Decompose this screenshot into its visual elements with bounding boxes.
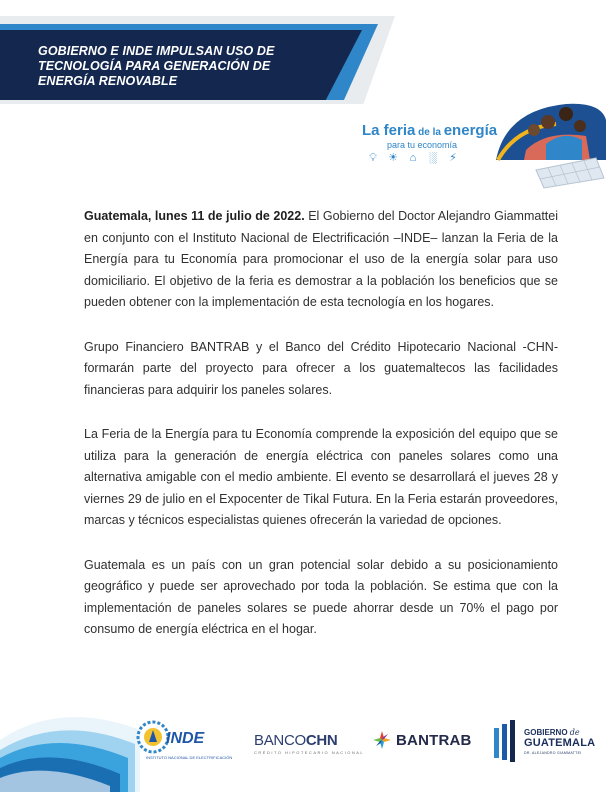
footer-wave-decoration xyxy=(0,700,140,792)
feria-icon-row xyxy=(366,152,460,164)
feria-subtitle: para tu economía xyxy=(387,140,458,150)
article-body xyxy=(84,206,558,664)
inde-emblem-icon xyxy=(136,720,170,754)
title-line-3: ENERGÍA RENOVABLE xyxy=(38,74,178,88)
factory-icon: ░ xyxy=(429,152,437,164)
sun-icon: ☀︎ xyxy=(388,152,398,164)
chn-word-banco: BANCO xyxy=(254,732,306,749)
feria-energia-logo xyxy=(358,100,608,190)
feria-word-3: energía xyxy=(443,122,498,139)
gobierno-word: GOBIERNO xyxy=(524,728,570,737)
gobierno-guatemala-logo xyxy=(494,720,594,762)
inde-logo xyxy=(136,720,233,762)
gobierno-line-3: DR. ALEJANDRO GIAMMATTEI xyxy=(524,751,582,755)
bulb-icon: 💡︎ xyxy=(369,152,377,164)
gobierno-de: de xyxy=(569,728,580,737)
feria-word-1: La feria xyxy=(362,122,416,139)
gobierno-line-1 xyxy=(524,728,580,737)
title-line-1: GOBIERNO E INDE IMPULSAN USO DE xyxy=(38,44,275,58)
bantrab-wordmark: BANTRAB xyxy=(396,731,472,749)
chn-wordmark xyxy=(254,732,364,749)
plug-icon: ⚡︎ xyxy=(449,152,457,164)
inde-wordmark: INDE xyxy=(166,730,205,747)
banco-chn-logo xyxy=(254,732,364,755)
paragraph-4: Guatemala es un país con un gran potencial solar debido a su posicionamiento geográfico y puede ser aprovechado por toda la población. Se estima que con la implementación de paneles solares se puede ahorrar desde un 70% el pago por consumo de energía eléctrica en el hogar. xyxy=(84,557,558,636)
paragraph-3: La Feria de la Energía para tu Economía comprende la exposición del equipo que se utiliza para la generación de energía eléctrica con paneles solares como una alternativa amigable con el medio ambiente. El evento se desarrollará el jueves 28 y viernes 29 de julio en el Expocenter de Tikal Futura. En la Feria estarán proveedores, marcas y técnicos especialistas quienes ofrecerán la variedad de opciones. xyxy=(84,427,558,527)
chn-caption: CRÉDITO HIPOTECARIO NACIONAL xyxy=(254,750,365,755)
title-line-2: TECNOLOGÍA PARA GENERACIÓN DE xyxy=(38,59,271,73)
paragraph-1 xyxy=(84,206,558,314)
bantrab-flower-icon xyxy=(372,730,392,750)
bantrab-logo xyxy=(372,730,472,750)
chn-word-chn: CHN xyxy=(305,732,338,749)
feria-title xyxy=(362,122,497,139)
inde-caption: INSTITUTO NACIONAL DE ELECTRIFICACIÓN xyxy=(146,755,233,760)
house-icon: ⌂ xyxy=(409,152,417,164)
dateline: Guatemala, lunes 11 de julio de 2022. xyxy=(84,209,305,223)
page-title xyxy=(38,44,328,89)
paragraph-2: Grupo Financiero BANTRAB y el Banco del Crédito Hipotecario Nacional -CHN- formarán parte del proyecto para ofrecer a los guatemaltecos las facilidades financieras para adquirir los paneles solares. xyxy=(84,339,558,397)
gobierno-line-2: GUATEMALA xyxy=(524,737,596,749)
family-solar-panel-photo xyxy=(486,100,606,190)
gobierno-flag-bars-icon xyxy=(494,720,520,762)
feria-word-2: de la xyxy=(415,127,444,138)
paragraph-1-text: El Gobierno del Doctor Alejandro Giammattei en conjunto con el Instituto Nacional de Electrificación –INDE– lanzan la Feria de la Energía para tu Economía para promocionar el uso de la energía solar para uso domiciliario. El objetivo de la feria es demostrar a la población los beneficios que se pueden obtener con la implementación de esta tecnología en los hogares. xyxy=(84,209,559,309)
